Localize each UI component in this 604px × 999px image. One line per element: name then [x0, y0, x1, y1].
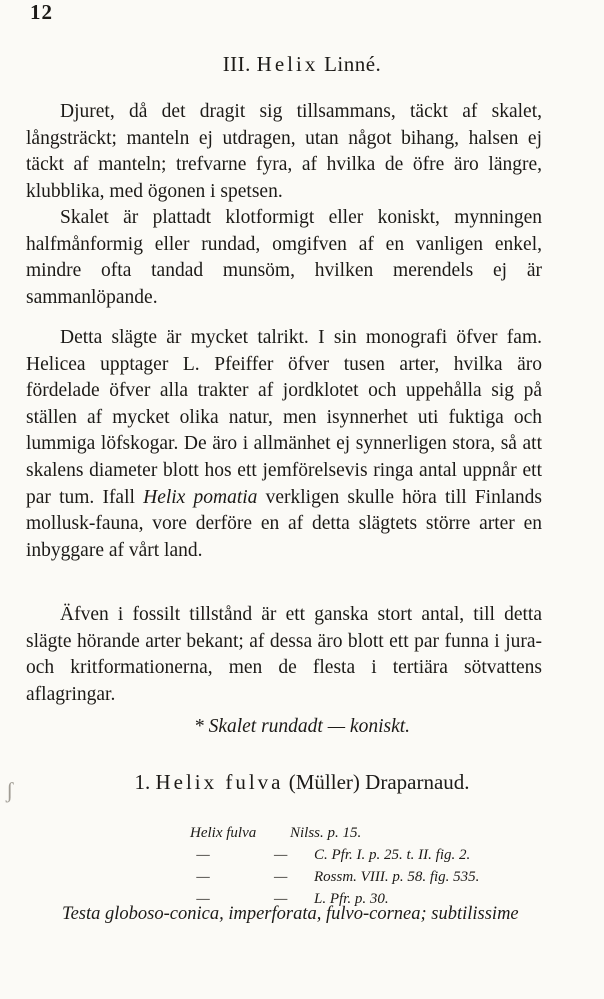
paragraph-text: verkligen skulle höra till Finlands mollusk-fauna, vore derföre en af detta slägtets större arter en inbyggare af vårt land. [26, 486, 543, 561]
margin-pencil-mark: ʃ [6, 778, 14, 803]
section-genus: Helix [256, 52, 319, 76]
synonym-genus: Helix fulva [190, 825, 257, 841]
species-number: 1. [134, 770, 151, 794]
paragraph-fossil-record: Äfven i fossilt tillstånd är ett ganska stort antal, till detta slägte hörande arter bekant; af dessa äro blott ett par funna i jura- och kritformationerna, men de flesta i tertiära sötvattens aflagringar. [26, 604, 542, 705]
synonym-citation: C. Pfr. I. p. 25. t. II. fig. 2. [314, 847, 471, 863]
ditto-dash: — [196, 891, 210, 907]
ditto-dash: — [274, 847, 288, 863]
species-author: (Müller) Draparnaud. [288, 770, 470, 794]
paragraph-animal-description: Djuret, då det dragit sig tillsammans, täckt af skalet, långsträckt; manteln ej utdragen, utan något bihang, halsen ej täckt af manteln; trefvarne fyra, af hvilka de öfre äro längre, klubblika, med ögonen i spetsen. [26, 101, 542, 202]
section-note-text: Skalet rundadt — koniskt. [208, 716, 411, 737]
paragraph-shell-description: Skalet är plattadt klotformigt eller koniskt, mynningen halfmånformig eller rundad, omgifven af en vanligen enkel, mindre ofta tandad munsöm, hvilken merendels ej är sammanlöpande. [26, 207, 542, 308]
synonym-citation: Rossm. VIII. p. 58. fig. 535. [314, 869, 480, 885]
ditto-dash: — [196, 847, 210, 863]
species-name: Helix fulva [155, 770, 284, 794]
section-note [0, 716, 604, 738]
synonym-list [190, 822, 479, 910]
synonym-row [190, 844, 479, 866]
ditto-dash: — [196, 869, 210, 885]
section-author: Linné. [324, 52, 382, 76]
species-diagnosis: Testa globoso-conica, imperforata, fulvo-cornea; subtilissime [62, 904, 519, 924]
ditto-dash: — [274, 869, 288, 885]
paragraph-genus-distribution [26, 325, 542, 564]
section-numeral: III. [222, 52, 251, 76]
synonym-citation: L. Pfr. p. 30. [314, 891, 389, 907]
species-name-italic: Helix pomatia [143, 486, 258, 508]
synonym-citation: Nilss. p. 15. [290, 825, 362, 841]
synonym-row [190, 866, 479, 888]
section-heading [0, 52, 604, 77]
synonym-row [190, 822, 479, 844]
species-heading [0, 770, 604, 795]
paragraph-text: Detta slägte är mycket talrikt. I sin monografi öfver fam. Helicea upptager L. Pfeiffer öfver tusen arter, hvilka äro fördelade öfver alla trakter af jordklotet och uppehålla sig på ställen af mycket olika natur, men isynnerhet uti fuktiga och lummiga löfskogar. De äro i allmänhet ej synnerligen stora, så att skalens diameter blott hos ett jemförelsevis ringa antal uppnår ett par tum. Ifall [26, 327, 542, 508]
ditto-dash: — [274, 891, 288, 907]
footnote-star: * [193, 716, 204, 737]
page-number: 12 [30, 0, 53, 24]
